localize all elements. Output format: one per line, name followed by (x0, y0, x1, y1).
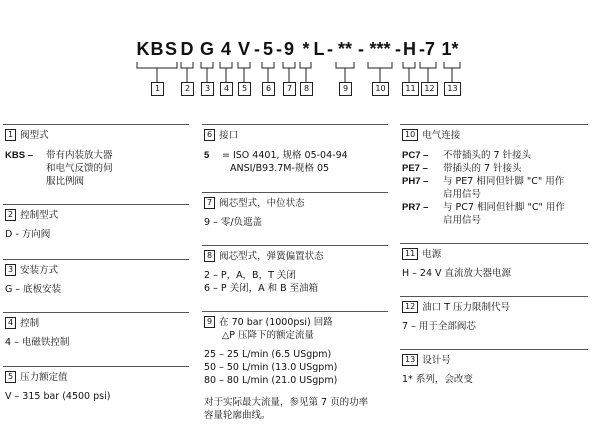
code-number-12: 12 (421, 82, 438, 96)
option-text: 带插头的 7 针接头 (443, 163, 522, 174)
option-text: 50 – 50 L/min (13.0 USgpm) (204, 362, 338, 373)
section-heading-13: 13 设计号 (402, 354, 451, 367)
code-char: B (150, 39, 164, 59)
option-text: 服比例阀 (46, 176, 85, 187)
divider (202, 192, 388, 193)
option-text: 9 – 零/负遮盖 (204, 217, 263, 228)
option-text: 与 PC7 相同但针脚 "C" 用作 (443, 202, 565, 213)
code-number-10: 10 (372, 82, 389, 96)
option-text: ANSI/B93.7M-规格 05 (230, 163, 330, 174)
footnote: 容量轮廓曲线。 (204, 410, 271, 421)
option-text: V – 315 bar (4500 psi) (5, 391, 111, 402)
code-char: 4 (220, 39, 231, 59)
section-heading-7: 7 阀芯型式，中位状态 (204, 197, 305, 210)
code-char: 1* (441, 39, 459, 59)
code-char: -7 (418, 39, 435, 59)
code-number-1: 1 (151, 82, 164, 96)
divider (202, 311, 388, 312)
divider (202, 124, 388, 125)
code-char: 5 (262, 39, 273, 59)
code-number-6: 6 (262, 82, 275, 96)
code-char: S (164, 39, 177, 59)
section-heading-8: 8 阀芯型式，弹簧偏置状态 (204, 250, 324, 263)
code-char: - (327, 39, 333, 59)
code-number-11: 11 (402, 82, 419, 96)
code-char: L (313, 39, 325, 59)
divider (202, 245, 388, 246)
option-code: 5 (204, 150, 210, 161)
option-code: PC7 – (402, 150, 429, 161)
code-brackets (0, 0, 594, 100)
option-text: 带有内装放大器 (46, 150, 113, 161)
code-char: V (237, 39, 250, 59)
option-code: PH7 – (402, 176, 429, 187)
option-text: 7 – 用于全部阀芯 (402, 321, 476, 332)
divider (3, 259, 189, 260)
section-heading-1: 1 阀型式 (5, 129, 49, 142)
section-heading-2: 2 控制型式 (5, 209, 58, 222)
code-number-5: 5 (238, 82, 251, 96)
option-text: 和电气反馈的伺 (46, 163, 113, 174)
code-char: * (302, 39, 310, 59)
code-number-9: 9 (339, 82, 352, 96)
code-char: ** (337, 39, 352, 59)
option-text: D - 方向阀 (5, 229, 51, 240)
section-heading-5: 5 压力额定值 (5, 371, 68, 384)
option-text: H – 24 V 直流放大器电源 (402, 268, 512, 279)
code-char: 9 (283, 39, 294, 59)
code-number-4: 4 (220, 82, 233, 96)
code-char: - (254, 39, 260, 59)
section-heading-11: 11 电源 (402, 248, 441, 261)
divider (3, 366, 189, 367)
option-code: PE7 – (402, 163, 428, 174)
option-text: 4 – 电磁铁控制 (5, 337, 70, 348)
code-char: - (395, 39, 401, 59)
option-code: PR7 – (402, 202, 429, 213)
code-number-13: 13 (444, 82, 461, 96)
code-char: - (358, 39, 364, 59)
option-text: 80 – 80 L/min (21.0 USgpm) (204, 375, 338, 386)
code-char: K (136, 39, 150, 59)
code-number-3: 3 (201, 82, 214, 96)
option-code: KBS – (5, 150, 33, 161)
section-subtitle: △P 压降下的额定流量 (222, 330, 315, 341)
code-char: H (403, 39, 416, 59)
code-char: D (180, 39, 194, 59)
divider (400, 124, 588, 125)
option-text: G – 底板安装 (5, 284, 62, 295)
option-text: 6 – P 关闭，A 和 B 至油箱 (204, 283, 319, 294)
section-heading-9: 9 在 70 bar (1000psi) 回路 (204, 316, 333, 329)
footnote: 对于实际最大流量，参见第 7 页的功率 (204, 397, 369, 408)
divider (400, 296, 588, 297)
code-char: *** (369, 39, 391, 59)
section-heading-10: 10 电气连接 (402, 129, 460, 142)
section-heading-6: 6 接口 (204, 129, 238, 142)
code-number-7: 7 (283, 82, 296, 96)
divider (400, 349, 588, 350)
code-char: G (200, 39, 215, 59)
option-text: 1* 系列，会改变 (402, 374, 473, 385)
code-char: - (276, 39, 282, 59)
divider (3, 204, 189, 205)
divider (3, 124, 189, 125)
option-text: 2 – P，A，B，T 关闭 (204, 270, 296, 281)
divider (3, 312, 189, 313)
section-heading-4: 4 控制 (5, 317, 39, 330)
code-number-8: 8 (300, 82, 313, 96)
option-text: 启用信号 (443, 189, 482, 200)
code-number-2: 2 (181, 82, 194, 96)
section-heading-3: 3 安装方式 (5, 264, 58, 277)
option-text: 与 PE7 相同但针脚 "C" 用作 (443, 176, 565, 187)
option-text: 启用信号 (443, 215, 482, 226)
option-text: = ISO 4401, 规格 05-04-94 (222, 150, 348, 161)
divider (400, 243, 588, 244)
section-heading-12: 12 油口 T 压力限制代号 (402, 301, 510, 314)
option-text: 不带插头的 7 针接头 (443, 150, 532, 161)
option-text: 25 – 25 L/min (6.5 USgpm) (204, 349, 332, 360)
